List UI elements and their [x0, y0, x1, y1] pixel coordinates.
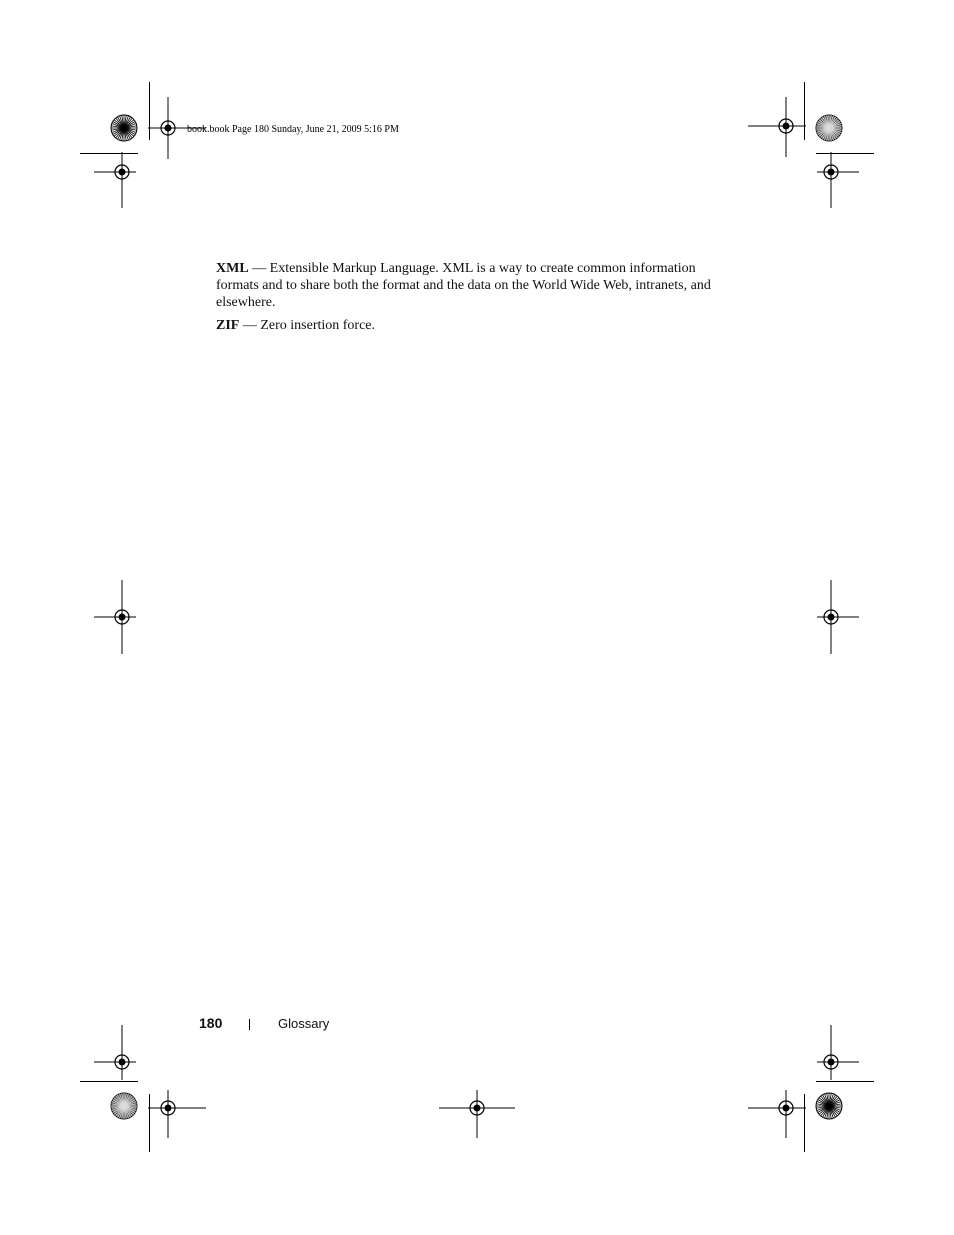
registration-crosshair-icon: [477, 1108, 478, 1109]
crop-mark-icon: [149, 82, 150, 140]
page-number: 180: [199, 1015, 223, 1031]
crop-mark-icon: [804, 82, 805, 140]
starburst-target-icon: [829, 1106, 830, 1107]
entry-term: XML: [216, 261, 249, 276]
crop-mark-icon: [80, 153, 138, 154]
crop-mark-icon: [149, 1094, 150, 1152]
entry-separator: —: [239, 318, 261, 333]
slug-line: book.book Page 180 Sunday, June 21, 2009 5:16 PM: [187, 124, 399, 135]
entry-separator: —: [248, 261, 270, 276]
crop-mark-icon: [80, 1081, 138, 1082]
section-label: Glossary: [278, 1016, 330, 1031]
glossary-entry-zif: [216, 317, 716, 334]
crop-mark-icon: [816, 153, 874, 154]
crop-mark-icon: [816, 1081, 874, 1082]
registration-crosshair-icon: [122, 1062, 123, 1063]
entry-term: ZIF: [216, 318, 240, 333]
registration-crosshair-icon: [786, 126, 787, 127]
glossary-entry-xml: [216, 260, 716, 311]
registration-crosshair-icon: [122, 172, 123, 173]
registration-crosshair-icon: [831, 617, 832, 618]
registration-crosshair-icon: [786, 1108, 787, 1109]
entry-definition: Extensible Markup Language. XML is a way to create common information formats and to share both the format and the data on the World Wide Web, intranets, and elsewhere.: [216, 261, 711, 310]
registration-crosshair-icon: [831, 172, 832, 173]
registration-crosshair-icon: [168, 1108, 169, 1109]
starburst-target-icon: [124, 128, 125, 129]
starburst-target-icon: [124, 1106, 125, 1107]
entry-definition: Zero insertion force.: [260, 318, 376, 333]
footer-divider: [249, 1019, 250, 1030]
registration-crosshair-icon: [831, 1062, 832, 1063]
registration-crosshair-icon: [168, 128, 169, 129]
starburst-target-icon: [829, 128, 830, 129]
registration-crosshair-icon: [122, 617, 123, 618]
crop-mark-icon: [804, 1094, 805, 1152]
